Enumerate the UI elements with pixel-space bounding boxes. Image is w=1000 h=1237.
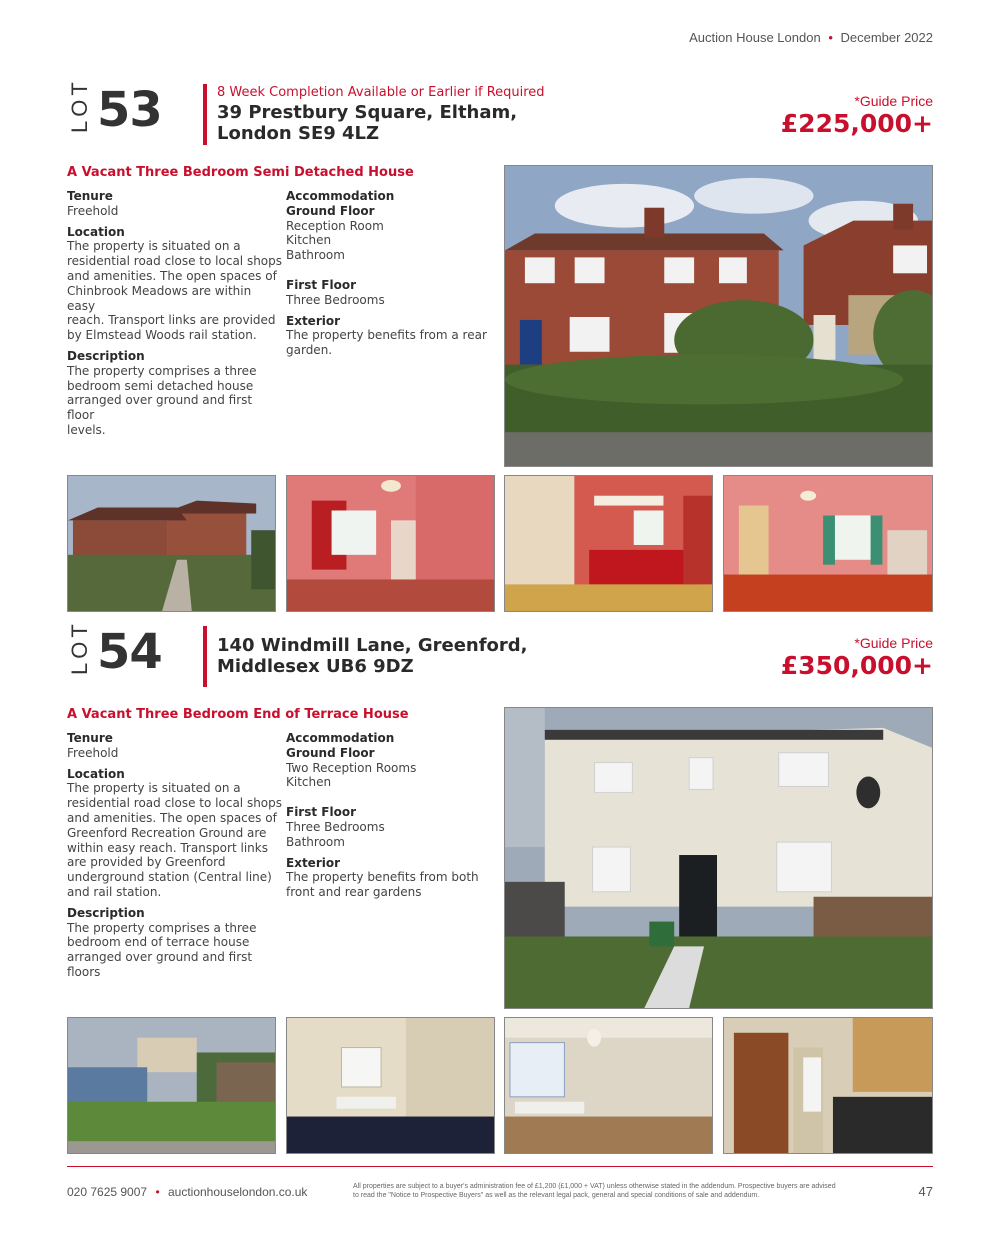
lot-headline: A Vacant Three Bedroom End of Terrace House (67, 707, 409, 722)
exterior-heading: Exterior (286, 855, 341, 870)
page-header (689, 30, 933, 45)
first-floor-item: Three Bedrooms (286, 292, 385, 307)
lot-address (217, 102, 517, 144)
issue-date: December 2022 (840, 30, 933, 45)
lot-54-garden-photo (67, 1017, 276, 1154)
lot-details-left (67, 731, 282, 980)
lot-53-main-photo (504, 165, 933, 467)
lot-label: LOT (67, 78, 92, 133)
ground-floor-heading: Ground Floor (286, 745, 375, 760)
footer-disclaimer: All properties are subject to a buyer's administration fee of £1,200 (£1,000 + VAT) unless otherwise stated in the addendum. Prospective buyers are advised to read the "Notice to Prospective Buyers" as well as the relevant legal pack, general and special conditions of sale and addendum. (353, 1183, 836, 1199)
description-line: The property comprises a three (67, 920, 257, 935)
description-line: floors (67, 964, 101, 979)
description-heading: Description (67, 905, 145, 920)
ground-floor-item: Reception Room (286, 218, 384, 233)
lot-53-garden-photo (67, 475, 276, 612)
lot-headline: A Vacant Three Bedroom Semi Detached House (67, 165, 414, 180)
lot-subtitle: 8 Week Completion Available or Earlier if Required (217, 85, 545, 100)
address-line-2: London SE9 4LZ (217, 123, 380, 144)
page-number: 47 (918, 1184, 933, 1199)
location-line: underground station (Central line) (67, 870, 272, 885)
first-floor-heading: First Floor (286, 277, 357, 292)
location-line: are provided by Greenford (67, 855, 226, 870)
description-line: The property comprises a three (67, 363, 257, 378)
ground-floor-item: Bathroom (286, 248, 345, 263)
phone-number[interactable]: 020 7625 9007 (67, 1185, 148, 1199)
ground-floor-item: Kitchen (286, 775, 332, 790)
accommodation-heading: Accommodation (286, 189, 395, 203)
lot-54-main-photo (504, 707, 933, 1009)
location-line: reach. Transport links are provided (67, 313, 276, 328)
lot-label: LOT (67, 620, 92, 675)
exterior-line: garden. (286, 343, 333, 358)
guide-price: £225,000+ (780, 109, 933, 138)
lot-divider (203, 84, 207, 145)
guide-price-label: *Guide Price (854, 635, 933, 651)
website-link[interactable]: auctionhouselondon.co.uk (167, 1185, 308, 1199)
tenure-value: Freehold (67, 745, 119, 760)
guide-price: £350,000+ (780, 651, 933, 680)
description-line: levels. (67, 422, 106, 437)
location-line: by Elmstead Woods rail station. (67, 328, 257, 343)
description-line: bedroom semi detached house (67, 378, 254, 393)
lot-54-reception-photo (286, 1017, 495, 1154)
location-line: and amenities. The open spaces of (67, 268, 277, 283)
location-line: and amenities. The open spaces of (67, 810, 277, 825)
first-floor-item: Three Bedrooms (286, 819, 385, 834)
lot-53-reception-photo (286, 475, 495, 612)
first-floor-item: Bathroom (286, 834, 345, 849)
lot-details-left (67, 189, 282, 438)
ground-floor-item: Kitchen (286, 233, 332, 248)
location-line: Chinbrook Meadows are within easy (67, 283, 252, 313)
lot-number: 53 (97, 82, 162, 138)
location-line: The property is situated on a (67, 239, 241, 254)
lot-54-kitchen-photo (723, 1017, 933, 1154)
lot-details-right (286, 189, 496, 358)
location-line: residential road close to local shops (67, 254, 283, 269)
header-separator: • (828, 30, 833, 45)
description-line: bedroom end of terrace house (67, 935, 250, 950)
lot-54-bedroom-photo (504, 1017, 713, 1154)
location-heading: Location (67, 766, 125, 781)
lot-53-kitchen-photo (504, 475, 713, 612)
exterior-line: The property benefits from a rear (286, 328, 487, 343)
exterior-line: The property benefits from both (286, 870, 479, 885)
footer-rule (67, 1166, 933, 1167)
address-line-1: 39 Prestbury Square, Eltham, (217, 102, 518, 123)
tenure-value: Freehold (67, 203, 119, 218)
lot-number: 54 (97, 624, 162, 680)
location-line: The property is situated on a (67, 781, 241, 796)
description-heading: Description (67, 348, 145, 363)
first-floor-heading: First Floor (286, 805, 357, 820)
location-heading: Location (67, 224, 125, 239)
lot-divider (203, 626, 207, 687)
location-line: residential road close to local shops (67, 796, 283, 811)
ground-floor-item: Two Reception Rooms (286, 760, 417, 775)
ground-floor-heading: Ground Floor (286, 203, 375, 218)
location-line: Greenford Recreation Ground are (67, 825, 267, 840)
location-line: and rail station. (67, 884, 162, 899)
footer-contact (67, 1185, 307, 1199)
description-line: arranged over ground and first floor (67, 393, 253, 423)
lot-address (217, 635, 528, 677)
exterior-heading: Exterior (286, 313, 341, 328)
lot-53-bedroom-photo (723, 475, 933, 612)
footer-separator: • (155, 1185, 160, 1199)
accommodation-heading: Accommodation (286, 731, 395, 745)
exterior-line: front and rear gardens (286, 885, 422, 900)
location-line: within easy reach. Transport links (67, 840, 268, 855)
tenure-heading: Tenure (67, 189, 113, 203)
tenure-heading: Tenure (67, 731, 113, 745)
description-line: arranged over ground and first (67, 950, 253, 965)
address-line-2: Middlesex UB6 9DZ (217, 656, 414, 677)
lot-details-right (286, 731, 496, 900)
guide-price-label: *Guide Price (854, 93, 933, 109)
address-line-1: 140 Windmill Lane, Greenford, (217, 635, 528, 656)
publisher-name: Auction House London (689, 30, 821, 45)
